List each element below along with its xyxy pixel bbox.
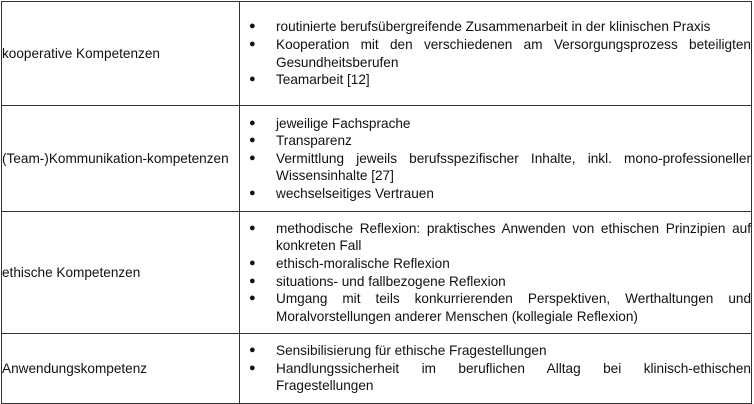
table-row xyxy=(2,106,752,212)
bullet-icon: ● xyxy=(249,37,256,50)
competency-label: (Team-)Kommunikation-kompetenzen xyxy=(2,106,240,212)
list-item-text: routinierte berufsübergreifende Zusammenarbeit in der klinischen Praxis xyxy=(276,19,711,35)
list-item xyxy=(240,220,751,255)
list-item xyxy=(240,290,751,325)
list-item-text: Handlungssicherheit im beruflichen Alltag bei klinisch-ethischen Fragestellungen xyxy=(276,360,751,394)
competency-items-cell xyxy=(240,212,752,334)
list-item xyxy=(240,150,751,185)
list-item xyxy=(240,36,751,71)
list-item-text: Transparenz xyxy=(276,133,352,149)
list-item-text: methodische Reflexion: praktisches Anwenden von ethischen Prinzipien auf konkreten Fall xyxy=(276,220,751,254)
bullet-icon: ● xyxy=(249,344,256,357)
list-item-text: wechselseitiges Vertrauen xyxy=(276,185,434,201)
competency-table xyxy=(1,1,752,404)
competency-label: Anwendungskompetenz xyxy=(2,334,240,404)
list-item xyxy=(240,115,751,133)
list-item xyxy=(240,342,751,360)
table-row xyxy=(2,334,752,404)
bullet-icon: ● xyxy=(249,221,256,234)
competency-items-list xyxy=(240,342,751,395)
competency-items-cell xyxy=(240,106,752,212)
bullet-icon: ● xyxy=(249,361,256,374)
list-item-text: Kooperation mit den verschiedenen am Versorgungsprozess beteiligten Gesundheitsberufen xyxy=(276,36,751,70)
bullet-icon: ● xyxy=(249,186,256,199)
competency-items-list xyxy=(240,115,751,203)
list-item-text: Teamarbeit [12] xyxy=(276,72,370,88)
list-item xyxy=(240,255,751,273)
competency-items-cell xyxy=(240,334,752,404)
list-item-text: Sensibilisierung für ethische Fragestellungen xyxy=(276,343,547,359)
list-item xyxy=(240,185,751,203)
competency-items-list xyxy=(240,220,751,326)
bullet-icon: ● xyxy=(249,292,256,305)
competency-items-list xyxy=(240,18,751,88)
bullet-icon: ● xyxy=(249,116,256,129)
list-item xyxy=(240,18,751,36)
list-item-text: jeweilige Fachsprache xyxy=(276,115,411,131)
list-item xyxy=(240,71,751,89)
table-row xyxy=(2,212,752,334)
bullet-icon: ● xyxy=(249,256,256,269)
list-item-text: Vermittlung jeweils berufsspezifischer Inhalte, inkl. mono-professioneller Wissensinhalte [27] xyxy=(276,150,751,184)
table-row xyxy=(2,2,752,106)
list-item-text: ethisch-moralische Reflexion xyxy=(276,255,450,271)
bullet-icon: ● xyxy=(249,274,256,287)
competency-items-cell xyxy=(240,2,752,106)
list-item xyxy=(240,360,751,395)
bullet-icon: ● xyxy=(249,20,256,33)
list-item-text: situations- und fallbezogene Reflexion xyxy=(276,273,506,289)
bullet-icon: ● xyxy=(249,73,256,86)
list-item xyxy=(240,132,751,150)
list-item-text: Umgang mit teils konkurrierenden Perspektiven, Werthaltungen und Moralvorstellungen anderer Menschen (kollegiale Reflexion) xyxy=(276,291,751,324)
list-item xyxy=(240,273,751,291)
competency-label: kooperative Kompetenzen xyxy=(2,2,240,106)
competency-label: ethische Kompetenzen xyxy=(2,212,240,334)
bullet-icon: ● xyxy=(249,151,256,164)
bullet-icon: ● xyxy=(249,134,256,147)
competency-table-wrapper xyxy=(1,1,752,404)
